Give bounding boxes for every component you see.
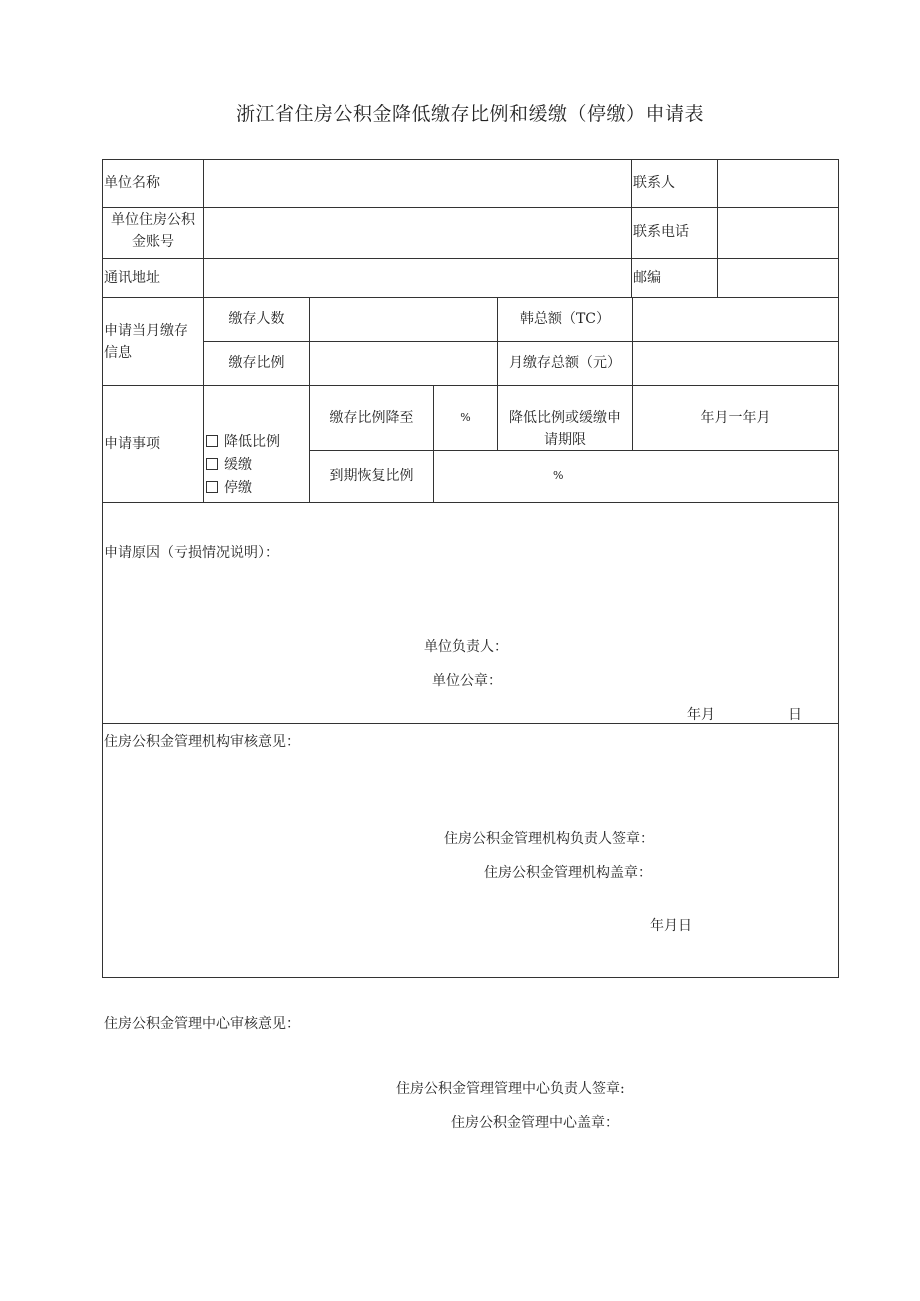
period-value: 年月一年月 [700, 410, 771, 426]
center-review-label: 住房公积金管理中心审核意见： [104, 1016, 300, 1032]
restore-percent-sign: % [553, 469, 564, 482]
option-label: 缓缴 [224, 457, 252, 473]
unit-leader-label: 单位负责人： [424, 639, 508, 655]
reason-date-d: 日 [788, 707, 802, 723]
reason-date-ym: 年月 [687, 707, 715, 723]
agency-review-label: 住房公积金管理机构审核意见： [104, 734, 300, 750]
center-seal-label: 住房公积金管理中心盖章： [451, 1115, 619, 1131]
checkbox-icon[interactable] [206, 435, 218, 447]
agency-leader-sign-label: 住房公积金管理机构负责人签章： [444, 831, 654, 847]
unit-seal-label: 单位公章： [432, 673, 502, 689]
agency-review-date: 年月日 [650, 918, 692, 934]
agency-seal-label: 住房公积金管理机构盖章： [484, 865, 652, 881]
option-suspend[interactable] [206, 478, 252, 498]
period-label-line2: 请期限 [544, 432, 586, 448]
percent-sign: % [460, 411, 471, 424]
contact-phone-label: 联系电话 [633, 224, 689, 240]
center-leader-sign-label: 住房公积金管理管理中心负责人签章: [396, 1081, 625, 1097]
restore-ratio-label: 到期恢复比例 [329, 468, 414, 484]
deposit-ratio-label: 缴存比例 [228, 355, 285, 371]
reason-label: 申请原因（亏损情况说明）： [104, 545, 279, 561]
unit-name-label: 单位名称 [104, 175, 160, 191]
account-number-label-line1: 单位住房公积 [111, 212, 195, 228]
account-number-label-line2: 金账号 [132, 234, 174, 250]
monthly-info-label-line2: 信息 [104, 345, 132, 361]
option-defer[interactable] [206, 455, 252, 475]
checkbox-icon[interactable] [206, 481, 218, 493]
postcode-label: 邮编 [633, 270, 661, 286]
contact-person-label: 联系人 [633, 175, 675, 191]
address-label: 通讯地址 [104, 270, 160, 286]
option-reduce-ratio[interactable] [206, 432, 280, 452]
num-depositors-label: 缴存人数 [228, 311, 285, 327]
period-label-line1: 降低比例或缓缴申 [509, 410, 621, 426]
option-label: 降低比例 [224, 434, 280, 450]
ratio-reduced-to-label: 缴存比例降至 [329, 410, 414, 426]
monthly-info-label-line1: 申请当月缴存 [104, 323, 188, 339]
total-amount-label: 韩总额（TC） [519, 311, 611, 327]
form-title: 浙江省住房公积金降低缴存比例和缓缴（停缴）申请表 [235, 103, 704, 125]
checkbox-icon[interactable] [206, 458, 218, 470]
monthly-total-label: 月缴存总额（元） [509, 355, 621, 371]
option-label: 停缴 [224, 480, 252, 496]
application-matter-label: 申请事项 [104, 436, 160, 452]
